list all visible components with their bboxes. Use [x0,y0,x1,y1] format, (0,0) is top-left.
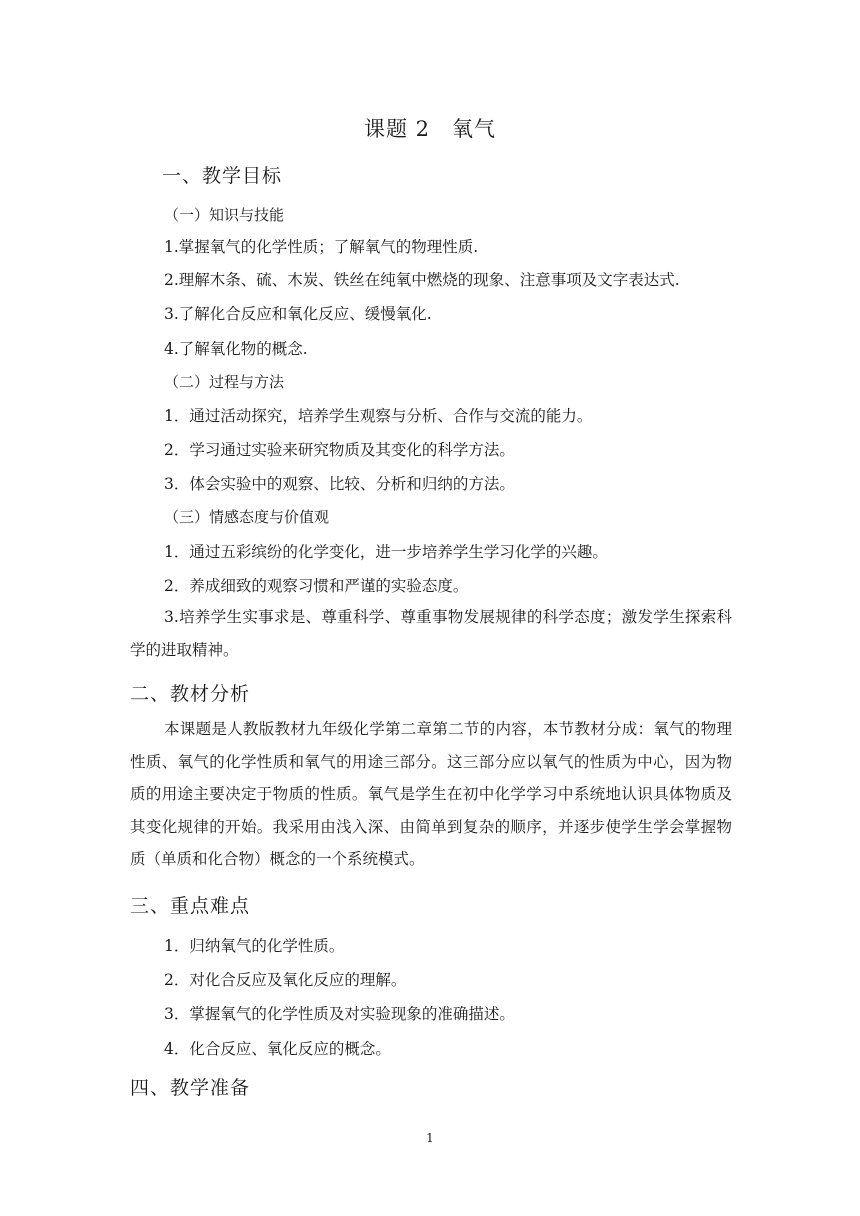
list-item: 1.掌握氧气的化学性质；了解氧气的物理性质. [164,238,479,256]
list-item: 3.了解化合反应和氧化反应、缓慢氧化. [164,305,432,323]
analysis-paragraph: 本课题是人教版教材九年级化学第二章第二节的内容，本节教材分成：氧气的物理性质、氧气的化学性质和氧气的用途三部分。这三部分应以氧气的性质为中心，因为物质的用途主要决定于物质的性质。氧气是学生在初中化学学习中系统地认识具体物质及其变化规律的开始。我采用由浅入深、由简单到复杂的顺序，并逐步使学生学会掌握物质（单质和化合物）概念的一个系统模式。 [130,720,732,868]
section-heading-key-points: 三、重点难点 [130,895,251,917]
document-title: 课题 2 氧气 [363,117,497,141]
list-item: 1．归纳氧气的化学性质。 [164,937,345,955]
list-item: 4.了解氧化物的概念. [164,340,308,358]
subsection-heading-emotion: （三）情感态度与价值观 [164,508,330,526]
list-item: 2.理解木条、硫、木炭、铁丝在纯氧中燃烧的现象、注意事项及文字表达式. [164,271,680,289]
list-item: 2．对化合反应及氧化反应的理解。 [164,971,407,989]
list-item: 2．学习通过实验来研究物质及其变化的科学方法。 [164,441,515,459]
list-item: 2．养成细致的观察习惯和严谨的实验态度。 [164,577,469,595]
section-heading-preparation: 四、教学准备 [130,1077,251,1099]
list-item-wrapped: 3.培养学生实事求是、尊重科学、尊重事物发展规律的科学态度；激发学生探索科学的进取精神。 [130,608,732,659]
section-heading-analysis: 二、教材分析 [130,683,251,705]
subsection-heading-process: （二）过程与方法 [164,373,285,391]
list-item: 4．化合反应、氧化反应的概念。 [164,1040,391,1058]
list-item: 3．掌握氧气的化学性质及对实验现象的准确描述。 [164,1005,515,1023]
list-item: 1．通过五彩缤纷的化学变化，进一步培养学生学习化学的兴趣。 [164,543,608,561]
list-item: 1．通过活动探究，培养学生观察与分析、合作与交流的能力。 [164,407,593,425]
page-number: 1 [426,1131,434,1145]
section-heading-objectives: 一、教学目标 [162,165,283,187]
list-item: 3．体会实验中的观察、比较、分析和归纳的方法。 [164,475,515,493]
subsection-heading-knowledge: （一）知识与技能 [164,206,285,224]
